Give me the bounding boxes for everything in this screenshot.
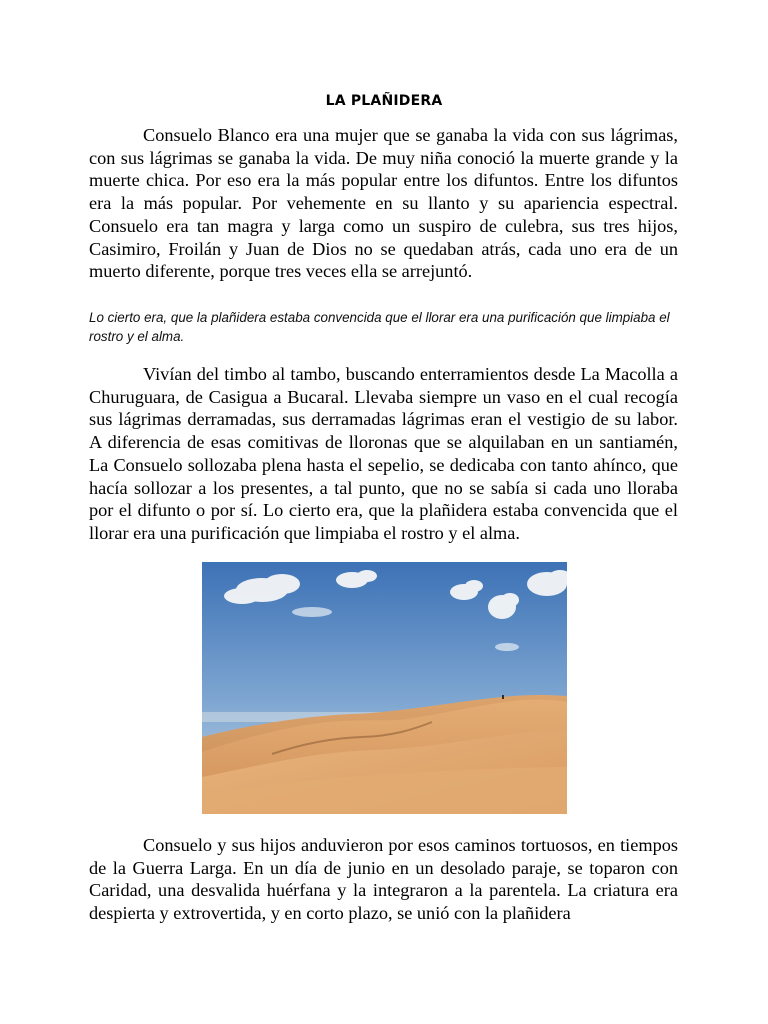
document-title: LA PLAÑIDERA xyxy=(325,93,443,109)
paragraph-3: Consuelo y sus hijos anduvieron por esos caminos tortuosos, en tiempos de la Guerra Larga. En un día de junio en un desolado paraje, se toparon con Caridad, una desvalida huérfana y la integraron a la parentela. La criatura era despierta y extrovertida, y en corto plazo, se unió con la plañidera xyxy=(89,835,678,924)
paragraph-1: Consuelo Blanco era una mujer que se ganaba la vida con sus lágrimas, con sus lágrimas se ganaba la vida. De muy niña conoció la muerte grande y la muerte chica. Por eso era la más popular entre los difuntos. Entre los difuntos era la más popular. Por vehemente en su llanto y su apariencia espectral. Consuelo era tan magra y larga como un suspiro de culebra, sus tres hijos, Casimiro, Froilán y Juan de Dios no se quedaban atrás, cada uno era de un muerto diferente, porque tres veces ella se arrejuntó. xyxy=(89,125,678,282)
pull-quote: Lo cierto era, que la plañidera estaba convencida que el llorar era una purificación que limpiaba el rostro y el alma. xyxy=(89,310,670,344)
desert-dunes-image xyxy=(202,562,567,814)
paragraph-2: Vivían del timbo al tambo, buscando enterramientos desde La Macolla a Churuguara, de Casigua a Bucaral. Llevaba siempre un vaso en el cual recogía sus lágrimas derramadas, sus derramadas lágrimas eran el vestigio de su labor. A diferencia de esas comitivas de lloronas que se alquilaban en un santiamén, La Consuelo sollozaba plena hasta el sepelio, se dedicaba con tanto ahínco, que hacía sollozar a los presentes, a tal punto, que no se sabía si cada uno lloraba por el difunto o por sí. Lo cierto era, que la plañidera estaba convencida que el llorar era una purificación que limpiaba el rostro y el alma. xyxy=(89,364,678,543)
